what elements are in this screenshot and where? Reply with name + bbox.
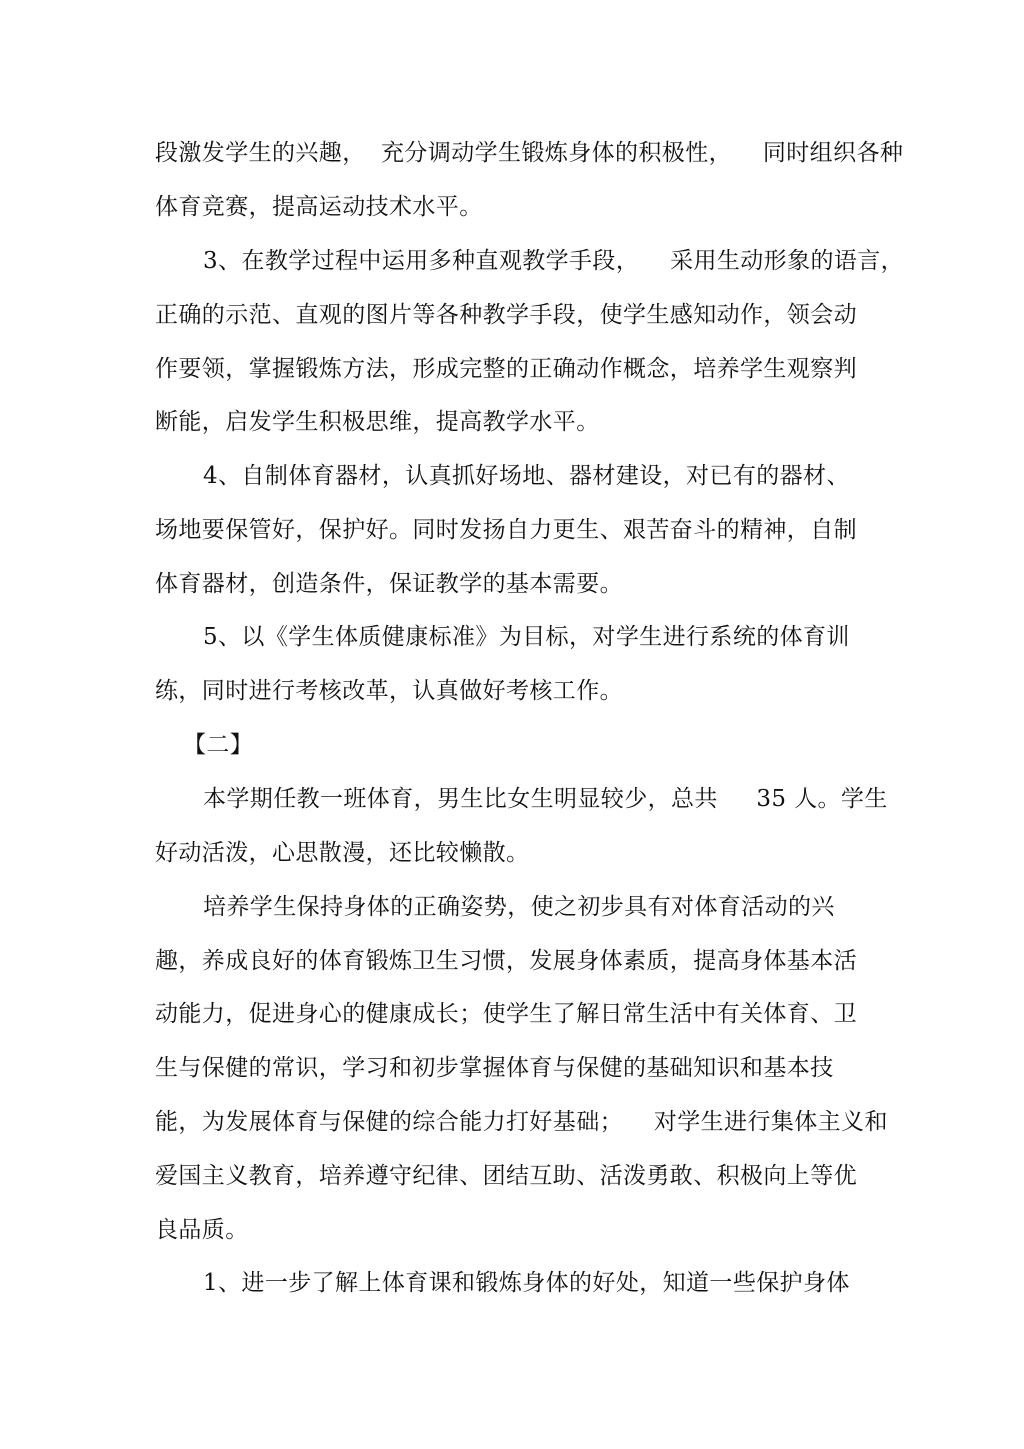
text-line: 1、进一步了解上体育课和锻炼身体的好处，知道一些保护身体 [203,1270,850,1296]
section-heading: 【二】 [183,732,254,758]
text-line: 动能力，促进身心的健康成长；使学生了解日常生活中有关体育、卫 [155,1001,857,1027]
text-line: 练，同时进行考核改革，认真做好考核工作。 [155,678,623,704]
text-line: 本学期任教一班体育，男生比女生明显较少，总共 35 人。学生 [203,786,888,812]
text-line: 场地要保管好，保护好。同时发扬自力更生、艰苦奋斗的精神，自制 [155,517,857,543]
text-line: 爱国主义教育，培养遵守纪律、团结互助、活泼勇敢、积极向上等优 [155,1163,857,1189]
text-line: 3、在教学过程中运用多种直观教学手段， 采用生动形象的语言， [203,248,905,274]
text-line: 断能，启发学生积极思维，提高教学水平。 [155,409,600,435]
text-line: 体育竞赛，提高运动技术水平。 [155,194,483,220]
text-line: 生与保健的常识，学习和初步掌握体育与保健的基础知识和基本技 [155,1055,834,1081]
text-line: 4、自制体育器材，认真抓好场地、器材建设，对已有的器材、 [203,463,850,489]
text-line: 好动活泼，心思散漫，还比较懒散。 [155,840,530,866]
text-line: 段激发学生的兴趣， 充分调动学生锻炼身体的积极性， 同时组织各种 [155,140,904,166]
text-line: 能，为发展体育与保健的综合能力打好基础； 对学生进行集体主义和 [155,1109,888,1135]
text-line: 正确的示范、直观的图片等各种教学手段，使学生感知动作，领会动 [155,302,857,328]
text-line: 作要领，掌握锻炼方法，形成完整的正确动作概念，培养学生观察判 [155,356,857,382]
text-line: 趣，养成良好的体育锻炼卫生习惯，发展身体素质，提高身体基本活 [155,948,857,974]
text-line: 培养学生保持身体的正确姿势，使之初步具有对体育活动的兴 [203,894,835,920]
text-line: 良品质。 [155,1217,249,1243]
text-line: 体育器材，创造条件，保证教学的基本需要。 [155,571,623,597]
text-line: 5、以《学生体质健康标准》为目标，对学生进行系统的体育训 [203,624,850,650]
